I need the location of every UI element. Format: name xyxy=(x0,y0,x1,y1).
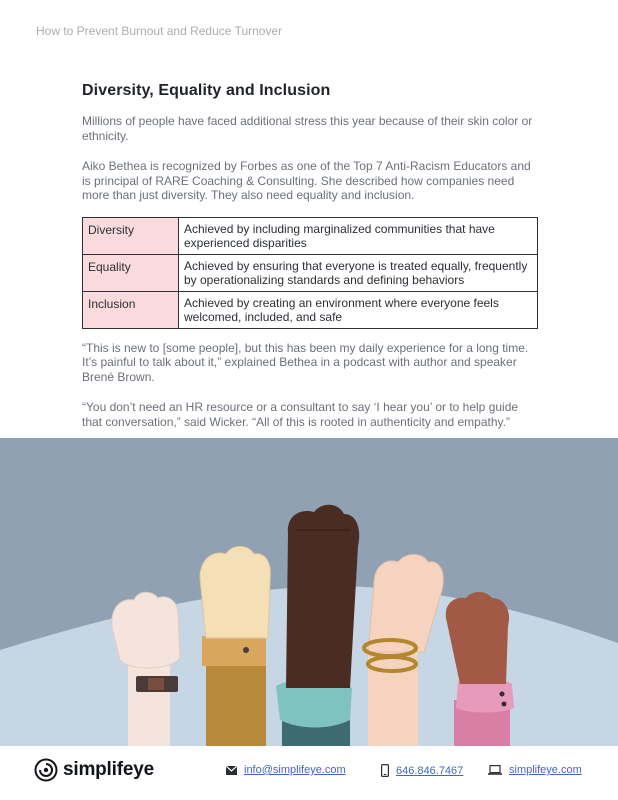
running-header: How to Prevent Burnout and Reduce Turnover xyxy=(36,24,283,38)
phone-text[interactable]: 646.846.7467 xyxy=(396,764,464,777)
envelope-icon xyxy=(226,766,237,775)
footer-phone-link[interactable] xyxy=(381,764,463,777)
dei-table xyxy=(82,217,538,329)
table-definition-diversity: Achieved by including marginalized communities that have experienced disparities xyxy=(179,217,538,254)
logo-text: simplifeye xyxy=(63,759,154,780)
table-term-inclusion: Inclusion xyxy=(83,291,179,328)
table-row xyxy=(83,291,538,328)
raised-fists-illustration xyxy=(0,438,618,746)
website-text[interactable]: simplifeye.com xyxy=(509,764,582,776)
footer-email-link[interactable] xyxy=(226,764,346,776)
table-row xyxy=(83,217,538,254)
paragraph-intro: Millions of people have faced additional stress this year because of their skin color or ethnicity. xyxy=(82,114,533,143)
raised-fists-svg xyxy=(0,438,618,746)
table-term-diversity: Diversity xyxy=(83,217,179,254)
footer-website-link[interactable] xyxy=(488,764,582,776)
phone-icon xyxy=(381,764,389,777)
fist-dark-icon xyxy=(276,505,359,746)
main-content xyxy=(82,82,538,429)
simplifeye-logo[interactable] xyxy=(34,758,154,782)
table-term-equality: Equality xyxy=(83,254,179,291)
paragraph-quote-wicker: “You don’t need an HR resource or a consultant to say ‘I hear you’ or to help guide that conversation,” said Wicker. “All of this is rooted in authenticity and empathy.” xyxy=(82,400,519,429)
paragraph-quote-bethea: “This is new to [some people], but this has been my daily experience for a long time. It’s painful to talk about it,” explained Bethea in a podcast with author and speaker Brené Brown. xyxy=(82,340,529,384)
email-text[interactable]: info@simplifeye.com xyxy=(244,764,346,776)
fist-beige-icon xyxy=(200,547,270,747)
table-definition-inclusion: Achieved by creating an environment where everyone feels welcomed, included, and safe xyxy=(179,291,538,328)
table-row xyxy=(83,254,538,291)
laptop-icon xyxy=(488,765,502,775)
footer xyxy=(0,746,618,800)
paragraph-bethea: Aiko Bethea is recognized by Forbes as one of the Top 7 Anti-Racism Educators and is principal of RARE Coaching & Consulting. She described how companies need more than just diversity. They also need equality and inclusion. xyxy=(82,159,531,202)
logo-mark-icon xyxy=(34,758,58,782)
table-definition-equality: Achieved by ensuring that everyone is treated equally, frequently by operationalizing standards and defining behaviors xyxy=(179,254,538,291)
section-title: Diversity, Equality and Inclusion xyxy=(82,82,331,99)
